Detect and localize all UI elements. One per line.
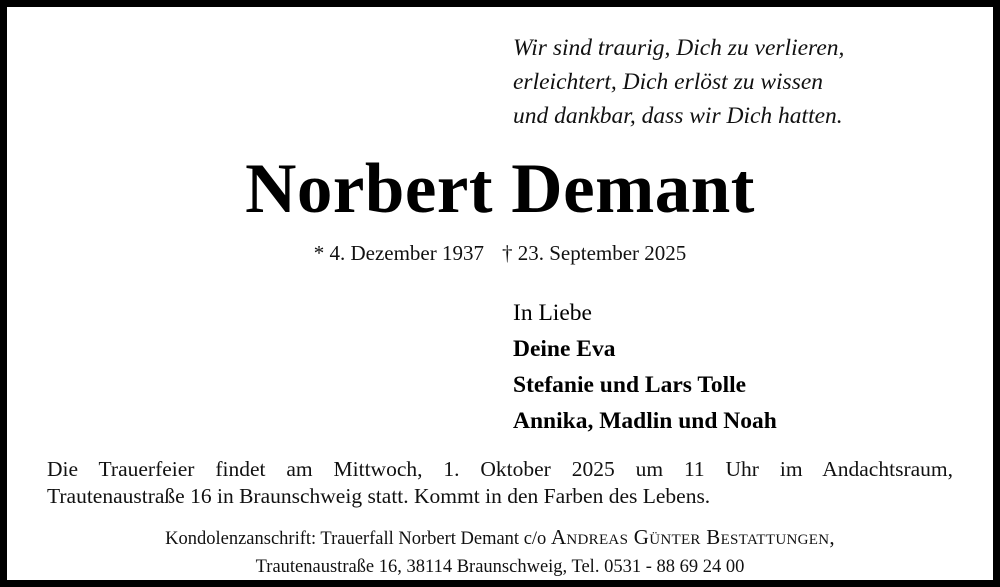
ceremony-info [47, 456, 953, 510]
poem-line: Wir sind traurig, Dich zu verlieren, [513, 35, 845, 61]
mourners-block [513, 295, 973, 439]
mourners-intro: In Liebe [513, 300, 592, 326]
birth-date: * 4. Dezember 1937 [313, 241, 484, 265]
ceremony-line: Trautenaustraße 16 in Braunschweig statt. Kommt in den Farben des Lebens. [47, 484, 711, 508]
address-line [7, 523, 993, 553]
funeral-home-name: Andreas Günter Bestattungen, [550, 525, 835, 549]
deceased-name: Norbert Demant [245, 150, 755, 228]
mourner-name: Annika, Madlin und Noah [513, 408, 777, 434]
poem-quote [513, 31, 973, 133]
mourner-name: Stefanie und Lars Tolle [513, 372, 747, 398]
address-line: Trautenaustraße 16, 38114 Braunschweig, Tel. 0531 - 88 69 24 00 [255, 557, 745, 577]
ceremony-line: Die Trauerfeier findet am Mittwoch, 1. Oktober 2025 um 11 Uhr im Andachtsraum, [47, 457, 953, 481]
life-dates [7, 239, 993, 267]
mourner-name: Deine Eva [513, 336, 616, 362]
death-date: † 23. September 2025 [501, 241, 687, 265]
poem-line: und dankbar, dass wir Dich hatten. [513, 103, 843, 129]
address-prefix: Kondolenzanschrift: Trauerfall Norbert Demant c/o [165, 529, 551, 549]
poem-line: erleichtert, Dich erlöst zu wissen [513, 69, 824, 95]
obituary-notice [7, 7, 993, 580]
condolence-address [7, 523, 993, 581]
